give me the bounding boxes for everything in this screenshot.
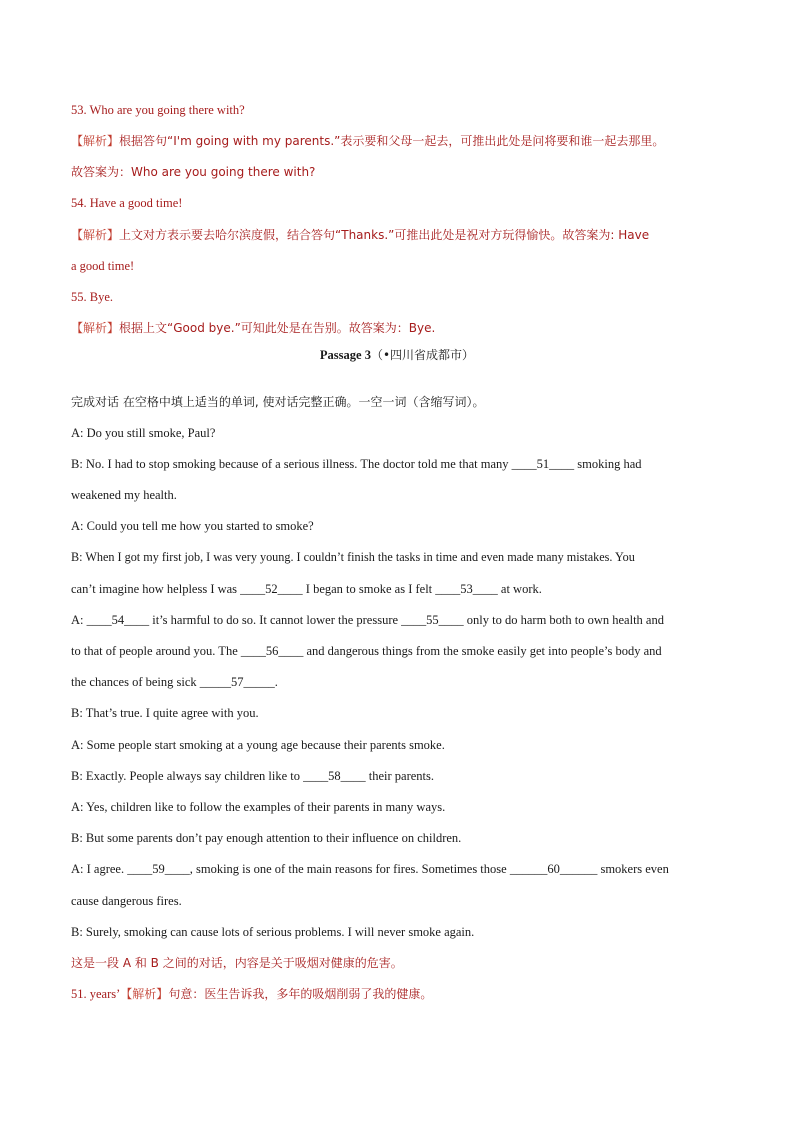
blank-52: ____52____ [240, 582, 303, 596]
q53-explanation-text: 根据答句“I'm going with my parents.”表示要和父母一起去，可推出此处是问将要和谁一起去那里。 [119, 134, 665, 148]
dialogue-text: can’t imagine how helpless I was [71, 582, 241, 596]
blank-55: ____55____ [401, 613, 464, 627]
passage-heading [71, 346, 723, 364]
dialogue-text: I began to smoke as I felt [302, 582, 436, 596]
dialogue-text: . [274, 675, 278, 689]
q55-answer: 55. Bye. [71, 290, 114, 304]
analysis-tag: 【解析】 [120, 987, 169, 1001]
dialogue-text: B: No. I had to stop smoking because of a serious illness. The doctor told me that many [71, 457, 512, 471]
dialogue-line: B: That’s true. I quite agree with you. [71, 706, 259, 720]
dialogue-text: A: [71, 613, 87, 627]
q53-conclusion: 故答案为：Who are you going there with? [71, 165, 316, 179]
dialogue-line: B: But some parents don’t pay enough attention to their influence on children. [71, 831, 462, 845]
passage-source: （•四川省成都市） [370, 348, 475, 362]
dialogue-text: and dangerous things from the smoke easily get into people’s body and [303, 644, 662, 658]
dialogue-text: at work. [497, 582, 542, 596]
dialogue-text: it’s harmful to do so. It cannot lower the pressure [149, 613, 402, 627]
q54-answer: 54. Have a good time! [71, 196, 183, 210]
dialogue-text: only to do harm both to own health and [463, 613, 664, 627]
dialogue-text: , smoking is one of the main reasons for fires. Sometimes those [189, 862, 510, 876]
dialogue-text: A: I agree. [71, 862, 128, 876]
dialogue-line [71, 611, 723, 629]
dialogue-text: B: Exactly. People always say children like to [71, 769, 304, 783]
analysis-tag: 【解析】 [71, 134, 120, 148]
q51-answer: 51. years’ [71, 987, 121, 1001]
q53-explanation [71, 132, 723, 150]
dialogue-text: the chances of being sick [71, 675, 200, 689]
dialogue-line: weakened my health. [71, 488, 177, 502]
q55-explanation-text: 根据上文“Good bye.”可知此处是在告别。故答案为：Bye. [119, 321, 436, 335]
blank-60: ______60______ [509, 862, 598, 876]
q53-answer: 53. Who are you going there with? [71, 103, 245, 117]
q54-explanation-cont: a good time! [71, 259, 135, 273]
dialogue-line: A: Yes, children like to follow the examples of their parents in many ways. [71, 800, 446, 814]
blank-54: ____54____ [86, 613, 150, 627]
q51-analysis [71, 985, 723, 1003]
blank-56: ____56____ [240, 644, 304, 658]
q55-explanation [71, 319, 723, 337]
dialogue-text: to that of people around you. The [71, 644, 241, 658]
dialogue-line [71, 580, 723, 598]
analysis-tag: 【解析】 [71, 321, 120, 335]
blank-59: ____59____ [127, 862, 190, 876]
dialogue-line: A: Do you still smoke, Paul? [71, 426, 216, 440]
dialogue-text: smoking had [574, 457, 642, 471]
q54-explanation-text: 上文对方表示要去哈尔滨度假，结合答句“Thanks.”可推出此处是祝对方玩得愉快。故答案为: Have [119, 228, 650, 242]
dialogue-line [71, 642, 723, 660]
blank-53: ____53____ [435, 582, 498, 596]
passage-title: Passage 3 [319, 348, 371, 362]
dialogue-line [71, 673, 723, 691]
dialogue-line [71, 455, 723, 473]
blank-58: ____58____ [303, 769, 366, 783]
analysis-summary: 这是一段 A 和 B 之间的对话，内容是关于吸烟对健康的危害。 [71, 956, 403, 970]
dialogue-line [71, 767, 723, 785]
dialogue-line [71, 860, 723, 878]
dialogue-line: A: Some people start smoking at a young age because their parents smoke. [71, 738, 445, 752]
blank-51: ____51____ [511, 457, 575, 471]
dialogue-line: A: Could you tell me how you started to smoke? [71, 519, 314, 533]
dialogue-line: B: When I got my first job, I was very young. I couldn’t finish the tasks in time and even made many mistakes. You [71, 550, 635, 564]
analysis-tag: 【解析】 [71, 228, 120, 242]
q54-explanation [71, 226, 723, 244]
blank-57: _____57_____ [199, 675, 275, 689]
dialogue-line: cause dangerous fires. [71, 894, 182, 908]
instruction: 完成对话 在空格中填上适当的单词, 使对话完整正确。一空一词（含缩写词）。 [71, 395, 485, 409]
dialogue-text: smokers even [597, 862, 669, 876]
q51-explanation-text: 句意：医生告诉我，多年的吸烟削弱了我的健康。 [168, 987, 433, 1001]
dialogue-line: B: Surely, smoking can cause lots of serious problems. I will never smoke again. [71, 925, 475, 939]
dialogue-text: their parents. [365, 769, 435, 783]
